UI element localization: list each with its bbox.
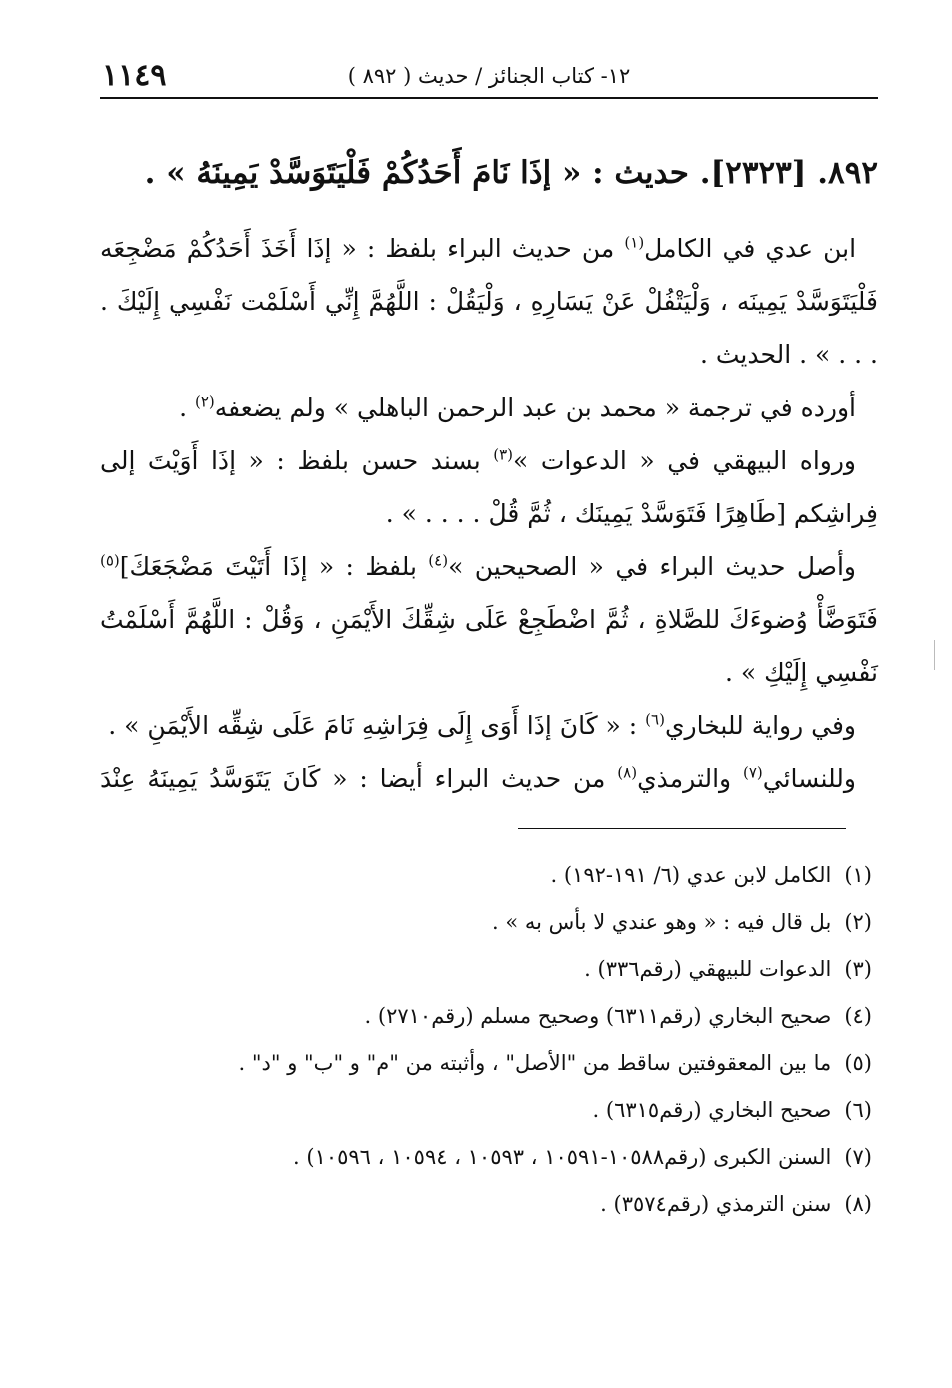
footnote-number: (٤) bbox=[844, 1004, 872, 1028]
paragraph-text: وفي رواية للبخاري bbox=[664, 711, 856, 740]
paragraph-nasai-tirmidhi bbox=[100, 752, 878, 805]
footnote-number: (١) bbox=[844, 863, 872, 887]
header-divider bbox=[100, 97, 878, 99]
footnote-number: (٣) bbox=[844, 957, 872, 981]
paragraph-text: وأصل حديث البراء في « الصحيحين » bbox=[448, 552, 856, 581]
footnote-text: صحيح البخاري (رقم٦٣١٥) . bbox=[592, 1098, 832, 1122]
footnote-item bbox=[100, 1134, 872, 1181]
footnote-ref: (٢) bbox=[194, 392, 215, 411]
footnote-item bbox=[100, 852, 872, 899]
footnote-text: الدعوات للبيهقي (رقم٣٣٦) . bbox=[584, 957, 832, 981]
footnote-number: (٦) bbox=[844, 1098, 872, 1122]
footnote-item bbox=[100, 1040, 872, 1087]
footnote-item bbox=[100, 1087, 872, 1134]
footnote-text: صحيح البخاري (رقم٦٣١١) وصحيح مسلم (رقم٢٧١٠) . bbox=[364, 1004, 832, 1028]
paragraph-bukhari bbox=[100, 699, 878, 752]
footnote-ref: (١) bbox=[624, 233, 645, 252]
footnote-ref: (٨) bbox=[617, 763, 638, 782]
footnote-number: (٨) bbox=[844, 1192, 872, 1216]
paragraph-bayhaqi bbox=[100, 434, 878, 540]
paragraph-text: . bbox=[179, 393, 195, 422]
footnote-text: سنن الترمذي (رقم٣٥٧٤) . bbox=[600, 1192, 832, 1216]
footnote-item bbox=[100, 946, 872, 993]
footnote-item bbox=[100, 899, 872, 946]
running-title: ١٢- كتاب الجنائز / حديث ( ٨٩٢ ) bbox=[347, 64, 631, 88]
footnote-text: السنن الكبرى (رقم١٠٥٨٨-١٠٥٩١ ، ١٠٥٩٣ ، ١٠٥٩٤ ، ١٠٥٩٦) . bbox=[293, 1145, 832, 1169]
paragraph-text: والترمذي bbox=[637, 764, 743, 793]
paragraph-text: ورواه البيهقي في « الدعوات » bbox=[513, 446, 856, 475]
footnotes bbox=[100, 852, 872, 1228]
footnote-number: (٧) bbox=[844, 1145, 872, 1169]
paragraph-text: من حديث البراء بلفظ : « إذَا أَخَذَ أَحَدُكُمْ مَضْجِعَه فَلْيَتَوَسَّدْ يَمِينَه ، وَلْيَتْفُلْ عَنْ يَسَارِهِ ، وَلْيَقُلْ : اللَّهُمَّ إِنِّي أَسْلَمْت نَفْسِي إِلَيْكَ . . . . » . الحديث . bbox=[100, 234, 878, 369]
paragraph-ibn-adi bbox=[100, 222, 878, 381]
paragraph-sahihayn bbox=[100, 540, 878, 699]
page-number: ١١٤٩ bbox=[102, 58, 167, 93]
footnote-text: ما بين المعقوفتين ساقط من "الأصل" ، وأثبته من "م" و "ب" و "د" . bbox=[238, 1051, 832, 1075]
paragraph-text: فَتَوَضَّأْ وُضوءَكَ للصَّلاةِ ، ثُمَّ اضْطَجِعْ عَلَى شِقِّكَ الأَيْمَنِ ، وَقُلْ : اللَّهُمَّ أَسْلَمْتُ نَفْسِي إِلَيْكِ » . bbox=[100, 605, 878, 687]
paragraph-text: من حديث البراء أيضا : « كَانَ يَتَوَسَّدُ يَمِينَهُ عِنْدَ bbox=[100, 764, 618, 793]
paragraph-text: وللنسائي bbox=[762, 764, 856, 793]
footnote-number: (٥) bbox=[844, 1051, 872, 1075]
footnote-number: (٢) bbox=[844, 910, 872, 934]
paragraph-text: بلفظ : « إذَا أَتَيْتَ مَضْجَعَكَ] bbox=[119, 552, 429, 581]
paragraph-text: بسند حسن بلفظ : « إذَا أَوَيْتَ إلى فِراشِكم [طَاهِرًا فَتَوَسَّدْ يَمِينَك ، ثُمَّ قُلْ . . . . » . bbox=[100, 446, 878, 528]
footnote-ref: (٣) bbox=[493, 445, 514, 464]
footnote-divider bbox=[518, 828, 846, 829]
footnote-ref: (٦) bbox=[645, 710, 665, 729]
paragraph-text: : « كَانَ إذَا أَوَى إِلَى فِرَاشِهِ نَامَ عَلَى شِقِّه الأَيْمَنِ » . bbox=[108, 711, 646, 740]
paragraph-text: أورده في ترجمة « محمد بن عبد الرحمن الباهلي » ولم يضعفه bbox=[214, 393, 856, 422]
footnote-ref: (٧) bbox=[742, 763, 763, 782]
scan-margin-mark bbox=[934, 640, 935, 670]
footnote-text: الكامل لابن عدي (٦/ ١٩١-١٩٢) . bbox=[550, 863, 832, 887]
footnote-item bbox=[100, 1181, 872, 1228]
paragraph-tarjama bbox=[100, 381, 878, 434]
footnote-item bbox=[100, 993, 872, 1040]
footnote-text: بل قال فيه : « وهو عندي لا بأس به » . bbox=[492, 910, 832, 934]
footnote-ref: (٤) bbox=[428, 551, 449, 570]
hadith-heading: ٨٩٢. [٢٣٢٣]. حديث : « إذَا نَامَ أَحَدُكُمْ فَلْيَتَوَسَّدْ يَمِينَهُ » . bbox=[144, 155, 878, 191]
main-text bbox=[100, 222, 878, 805]
paragraph-text: ابن عدي في الكامل bbox=[644, 234, 857, 263]
running-header bbox=[100, 58, 878, 98]
footnote-ref: (٥) bbox=[100, 551, 120, 570]
